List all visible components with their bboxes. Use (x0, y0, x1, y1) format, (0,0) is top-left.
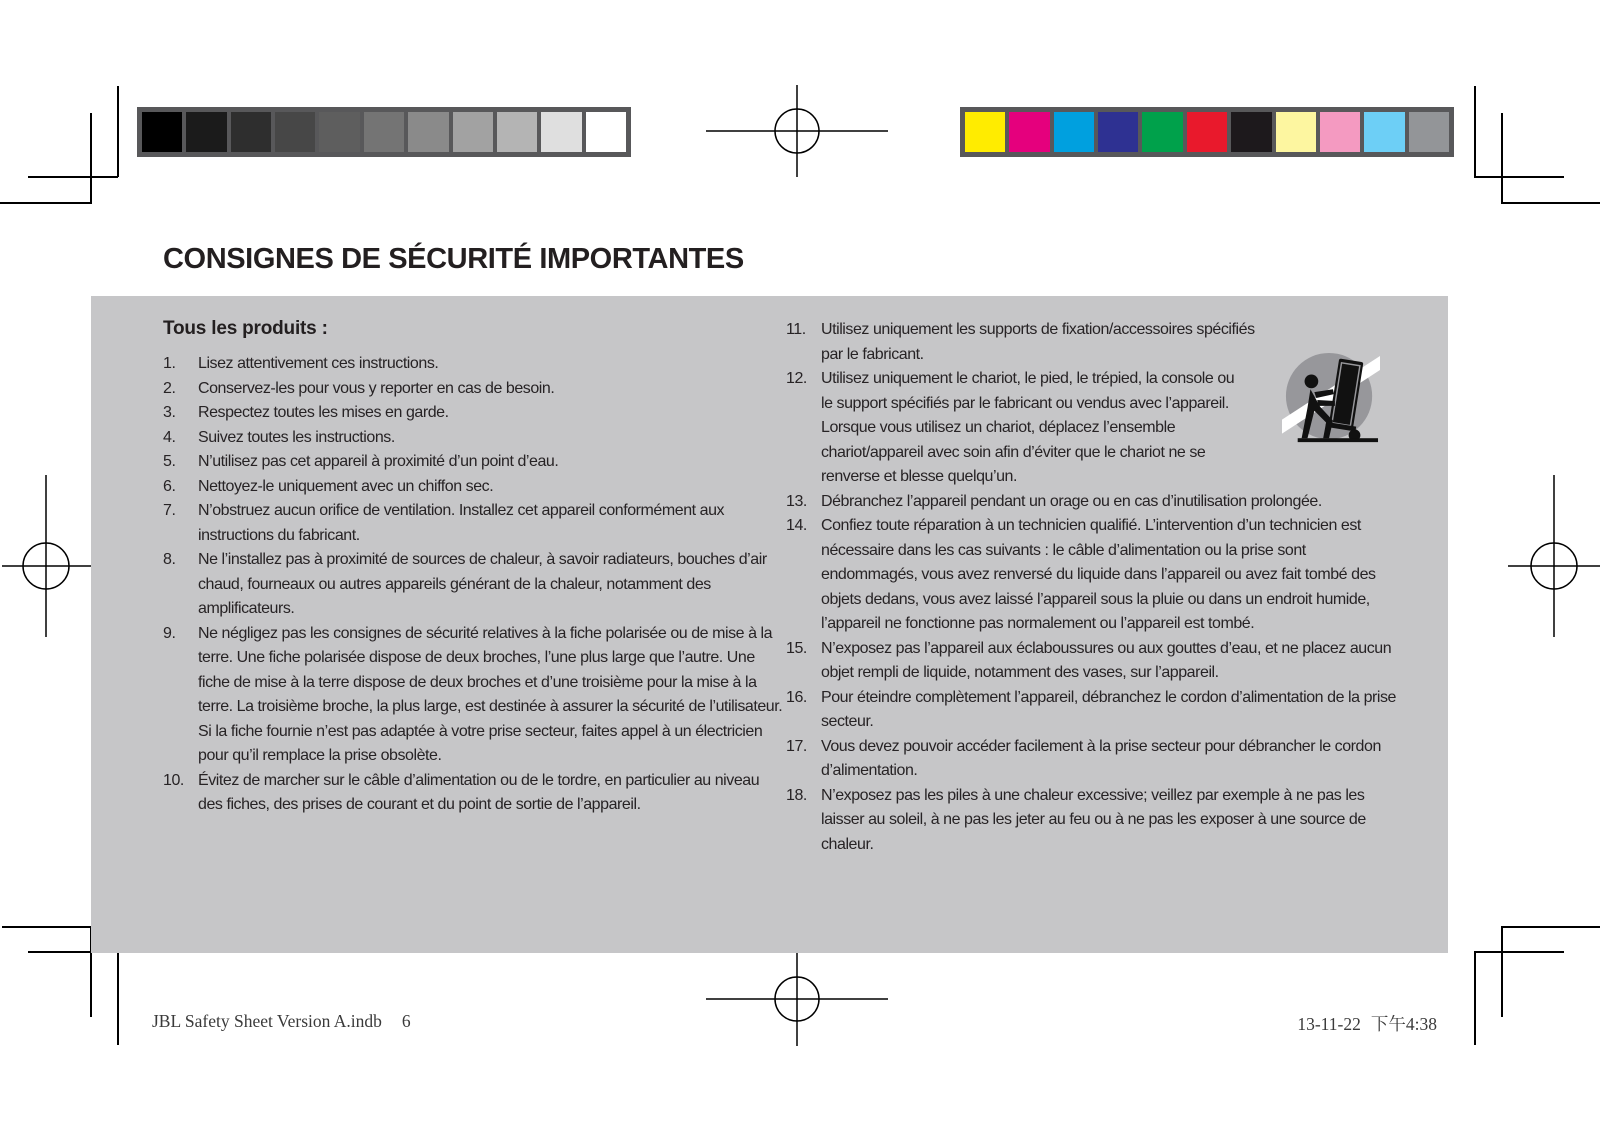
grayscale-swatch (231, 112, 271, 152)
crop-line (1474, 951, 1476, 1045)
item-text: N’exposez pas l’appareil aux éclaboussures ou aux gouttes d’eau, et ne placez aucun objet rempli de liquide, notamment des vases, sur l’appareil. (821, 639, 1392, 681)
crop-line (90, 113, 92, 204)
safety-list-left (163, 352, 783, 818)
item-number: 1. (163, 355, 176, 372)
item-number: 5. (163, 453, 176, 470)
registration-mark-bottom-center (706, 952, 888, 1046)
item-text: N’obstruez aucun orifice de ventilation. Installez cet appareil conformément aux instructions du fabricant. (198, 502, 725, 544)
footer-page-number: 6 (401, 1011, 411, 1031)
list-item (163, 548, 783, 622)
item-text: Débranchez l’appareil pendant un orage ou en cas d’inutilisation prolongée. (821, 492, 1322, 510)
crop-line (1501, 202, 1600, 204)
page-title: CONSIGNES DE SÉCURITÉ IMPORTANTES (163, 243, 744, 275)
color-swatch (1054, 112, 1094, 152)
crop-line (2, 926, 91, 928)
color-swatch (1098, 112, 1138, 152)
item-number: 10. (163, 771, 184, 789)
grayscale-swatch (142, 112, 182, 152)
registration-mark-right-middle (1508, 475, 1600, 637)
item-text: Confiez toute réparation à un technicien qualifié. L’intervention d’un technicien est nécessaire dans les cas suivants : le câble d’alimentation ou la prise sont endommagés, vous avez renversé du liquide dans l’appareil ou avez fait tombé des objets dedans, vous avez laissé l’appareil sous la pluie ou dans un endroit humide, l’appareil ne fonctionne pas normalement ou l’appareil est tombé. (821, 517, 1376, 632)
item-text: Ne l’installez pas à proximité de sources de chaleur, à savoir radiateurs, bouches d’air chaud, fourneaux ou autres appareils générant de la chaleur, notamment des amplificateurs. (198, 551, 767, 617)
item-text: Lisez attentivement ces instructions. (198, 355, 439, 372)
list-item (786, 637, 1396, 686)
footer-date: 13-11-22 (1297, 1014, 1361, 1034)
grayscale-swatch (275, 112, 315, 152)
list-item (786, 490, 1396, 515)
list-item (163, 499, 783, 548)
item-number: 6. (163, 477, 176, 495)
item-text: Nettoyez-le uniquement avec un chiffon sec. (198, 477, 494, 495)
list-item (163, 401, 783, 426)
crop-line (117, 86, 119, 177)
color-calibration-bar (960, 107, 1454, 157)
item-number: 4. (163, 428, 176, 446)
item-text: N’exposez pas les piles à une chaleur excessive; veillez par exemple à ne pas les laisser au soleil, à ne pas les jeter au feu ou à ne pas les exposer à une source de chaleur. (821, 786, 1366, 853)
color-swatch (1187, 112, 1227, 152)
item-number: 3. (163, 404, 176, 421)
footer-right (1297, 1011, 1437, 1036)
item-text: Pour éteindre complètement l’appareil, débranchez le cordon d’alimentation de la prise secteur. (821, 688, 1396, 730)
crop-line (1501, 926, 1600, 928)
list-item (163, 769, 783, 818)
grayscale-swatch (364, 112, 404, 152)
color-swatch (1409, 112, 1449, 152)
item-number: 18. (786, 786, 807, 804)
item-number: 9. (163, 624, 176, 642)
list-item (163, 475, 783, 500)
column-left (163, 316, 783, 818)
item-text: Suivez toutes les instructions. (198, 428, 395, 446)
crop-line (117, 951, 119, 1045)
item-number: 16. (786, 688, 807, 706)
item-text: Respectez toutes les mises en garde. (198, 404, 449, 421)
grayscale-swatch (319, 112, 359, 152)
item-number: 17. (786, 737, 807, 755)
list-item (163, 352, 783, 377)
item-number: 13. (786, 492, 807, 510)
list-item (163, 450, 783, 475)
grayscale-swatch (497, 112, 537, 152)
list-item (163, 377, 783, 402)
item-text: Évitez de marcher sur le câble d’alimentation ou de le tordre, en particulier au niveau des fiches, des prises de courant et du point de sortie de l’appareil. (198, 771, 760, 813)
color-swatch (1231, 112, 1271, 152)
item-number: 8. (163, 551, 176, 568)
crop-line (1474, 951, 1564, 953)
crop-line (1474, 86, 1476, 177)
section-heading: Tous les produits : (163, 318, 328, 339)
item-text: Utilisez uniquement les supports de fixation/accessoires spécifiés par le fabricant. (821, 321, 1255, 363)
item-number: 12. (786, 370, 807, 387)
item-text: N’utilisez pas cet appareil à proximité d’un point d’eau. (198, 453, 559, 470)
grayscale-swatch (541, 112, 581, 152)
color-swatch (1320, 112, 1360, 152)
grayscale-swatch (586, 112, 626, 152)
list-item (786, 784, 1396, 858)
cart-warning-icon (1282, 352, 1380, 448)
item-number: 7. (163, 502, 176, 519)
crop-line (1474, 176, 1564, 178)
footer-time: 下午4:38 (1370, 1014, 1437, 1034)
item-number: 2. (163, 379, 176, 397)
footer-left (152, 1011, 411, 1032)
color-swatch (1009, 112, 1049, 152)
list-item (163, 622, 783, 769)
color-swatch (965, 112, 1005, 152)
footer-filename: JBL Safety Sheet Version A.indb (152, 1011, 382, 1031)
crop-line (1501, 113, 1503, 204)
registration-mark-left-middle (2, 475, 92, 637)
crop-line (1501, 926, 1503, 1017)
list-item (163, 426, 783, 451)
list-item (786, 735, 1396, 784)
item-number: 14. (786, 517, 807, 534)
grayscale-calibration-bar (137, 107, 631, 157)
grayscale-swatch (186, 112, 226, 152)
item-number: 11. (786, 321, 806, 338)
grayscale-swatch (408, 112, 448, 152)
color-swatch (1364, 112, 1404, 152)
item-text: Vous devez pouvoir accéder facilement à la prise secteur pour débrancher le cordon d’alimentation. (821, 737, 1381, 779)
crop-line (28, 176, 118, 178)
registration-mark-top-center (706, 85, 888, 177)
color-swatch (1276, 112, 1316, 152)
list-item (786, 514, 1396, 637)
item-text: Conservez-les pour vous y reporter en cas de besoin. (198, 379, 555, 397)
item-text: Ne négligez pas les consignes de sécurité relatives à la fiche polarisée ou de mise à la terre. Une fiche polarisée dispose de deux broches, l’une plus large que l’autre. Une fiche de mise à la terre dispose de deux broches et d’une troisième pour la mise à la terre. La troisième broche, la plus large, est destinée à assurer la sécurité de l’utilisateur. Si la fiche fournie n’est pas adaptée à votre prise secteur, faites appel à un électricien pour qu’il remplace la prise obsolète. (198, 624, 783, 764)
item-text: Utilisez uniquement le chariot, le pied, le trépied, la console ou le support spécifiés par le fabricant ou vendus avec l’appareil. Lorsque vous utilisez un chariot, déplacez l’ensemble chariot/appareil avec soin afin d’éviter que le chariot ne se renverse et blesse quelqu’un. (821, 370, 1235, 485)
grayscale-swatch (453, 112, 493, 152)
item-number: 15. (786, 639, 807, 657)
color-swatch (1142, 112, 1182, 152)
list-item (786, 686, 1396, 735)
crop-line (0, 202, 91, 204)
